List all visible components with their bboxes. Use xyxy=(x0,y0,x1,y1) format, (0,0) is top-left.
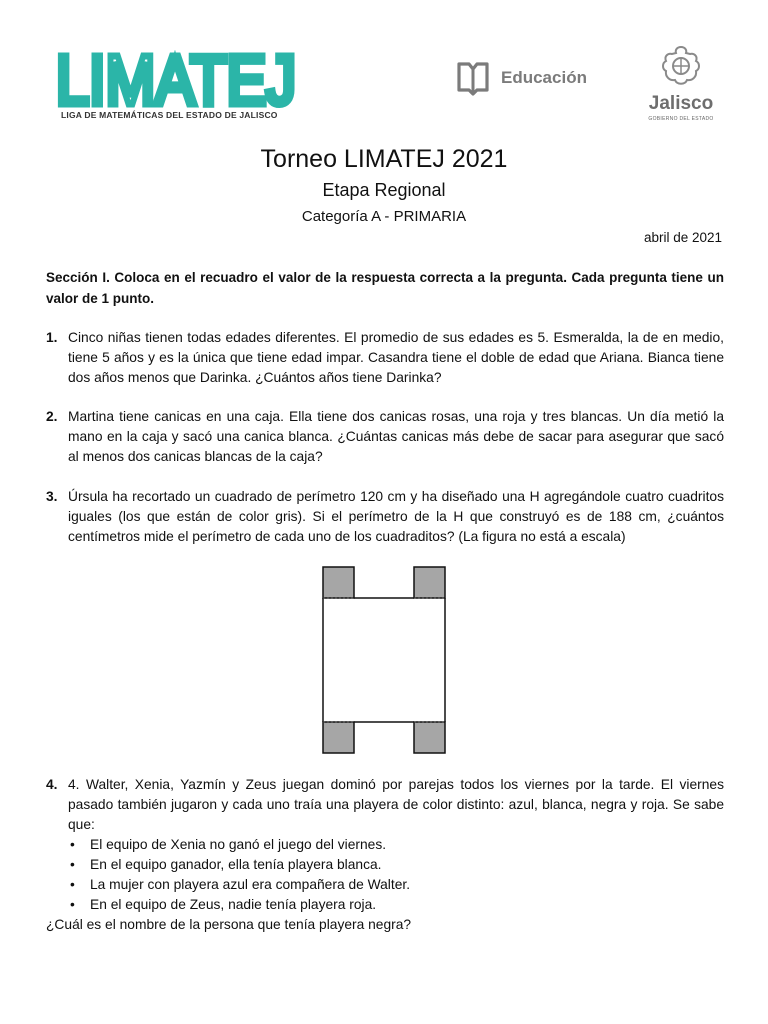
gray-square-top-left xyxy=(323,567,354,598)
gray-square-top-right xyxy=(414,567,445,598)
list-item: • La mujer con playera azul era compañera de Walter. xyxy=(68,875,724,895)
list-item: • En el equipo ganador, ella tenía playera blanca. xyxy=(68,855,724,875)
document-date: abril de 2021 xyxy=(643,230,722,245)
education-logo xyxy=(455,60,587,96)
question-number: 4. xyxy=(46,777,58,792)
center-square xyxy=(323,598,445,722)
book-icon xyxy=(455,60,491,96)
question-number: 1. xyxy=(46,330,58,345)
jalisco-sublabel: GOBIERNO DEL ESTADO xyxy=(648,116,714,122)
section-instructions: Sección I. Coloca en el recuadro el valor de la respuesta correcta a la pregunta. Cada pregunta tiene un valor de 1 punto. xyxy=(46,270,724,306)
question-text: 4. Walter, Xenia, Yazmín y Zeus juegan dominó por parejas todos los viernes por la tarde. El viernes pasado también jugaron y cada uno traía una playera de color distinto: azul, blanca, negra y roja. Se sabe que: xyxy=(68,777,724,832)
list-item: • El equipo de Xenia no ganó el juego del viernes. xyxy=(68,835,724,855)
list-item: • En el equipo de Zeus, nadie tenía playera roja. xyxy=(68,895,724,915)
question-final: ¿Cuál es el nombre de la persona que tenía playera negra? xyxy=(46,917,412,932)
coat-of-arms-icon xyxy=(656,44,706,90)
document-category: Categoría A - PRIMARIA xyxy=(301,208,467,225)
question-text: Cinco niñas tienen todas edades diferentes. El promedio de sus edades es 5. Esmeralda, la de en medio, tiene 5 años y es la única que tiene edad impar. Casandra tiene el doble de edad que Ariana. Bianca tiene dos años menos que Darinka. ¿Cuántos años tiene Darinka? xyxy=(68,330,724,385)
question-3 xyxy=(46,487,724,547)
jalisco-logo xyxy=(636,44,726,122)
education-label: Educación xyxy=(501,68,587,87)
question-number: 2. xyxy=(46,409,58,424)
clue-list xyxy=(68,835,724,915)
question-number: 3. xyxy=(46,489,58,504)
gray-square-bottom-left xyxy=(323,722,354,753)
limatej-logo xyxy=(56,50,301,108)
gray-square-bottom-right xyxy=(414,722,445,753)
question-text: Martina tiene canicas en una caja. Ella tiene dos canicas rosas, una roja y tres blancas. Un día metió la mano en la caja y sacó una canica blanca. ¿Cuántas canicas más debe de sacar para asegurar que sacó al menos dos canicas blancas de la caja? xyxy=(68,409,724,464)
question-2 xyxy=(46,407,724,467)
jalisco-label: Jalisco xyxy=(648,93,714,114)
logo-subtitle: LIGA DE MATEMÁTICAS DEL ESTADO DE JALISCO xyxy=(61,110,278,120)
logo-text: LIMATEJ xyxy=(56,50,296,108)
document-subtitle: Etapa Regional xyxy=(322,180,446,200)
question-text: Úrsula ha recortado un cuadrado de perímetro 120 cm y ha diseñado una H agregándole cuatro cuadritos iguales (los que están de color gris). Si el perímetro de la H que construyó es de 188 cm, ¿cuántos centímetros mide el perímetro de cada uno de los cuadraditos? (La figura no está a escala) xyxy=(68,489,724,544)
question-4 xyxy=(46,775,724,935)
h-figure xyxy=(322,566,446,756)
document-title: Torneo LIMATEJ 2021 xyxy=(260,145,508,173)
question-1 xyxy=(46,328,724,388)
